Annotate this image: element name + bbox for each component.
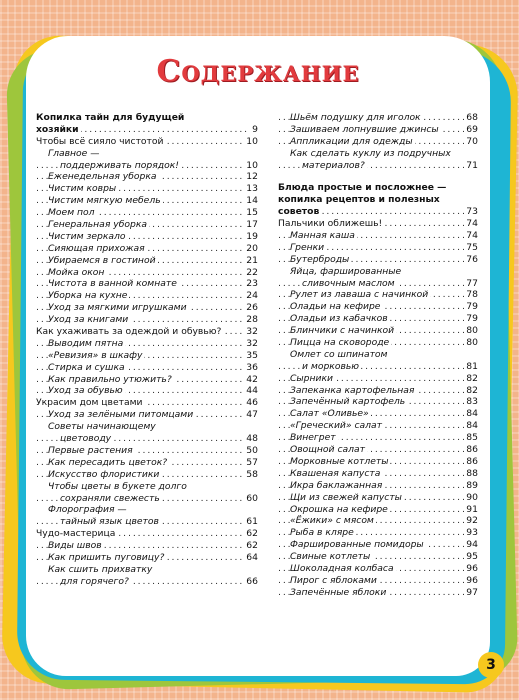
toc-entry-page: 10 bbox=[246, 135, 258, 147]
toc-entry-title: Омлет со шпинатом bbox=[290, 348, 388, 360]
toc-entry-title: Как правильно утюжить? bbox=[48, 373, 172, 385]
toc-entry-page: 28 bbox=[246, 314, 258, 326]
toc-entry-title: Свиные котлеты bbox=[290, 551, 371, 563]
toc-entry bbox=[36, 457, 258, 469]
toc-entry-page: 80 bbox=[466, 337, 478, 349]
toc-entry-page: 15 bbox=[246, 207, 258, 219]
toc-entry-page: 60 bbox=[246, 492, 258, 504]
toc-entry-page: 86 bbox=[466, 444, 478, 456]
toc-entry-title: сохраняли свежесть bbox=[60, 492, 160, 504]
toc-entry-title: Фаршированные помидоры bbox=[290, 539, 424, 551]
toc-entry-title: Украсим дом цветами bbox=[36, 397, 143, 409]
toc-entry bbox=[36, 148, 258, 172]
toc-entry bbox=[278, 385, 478, 397]
toc-entry-title: и морковью bbox=[302, 360, 360, 372]
toc-entry-page: 58 bbox=[246, 468, 258, 480]
toc-entry-title: Уход за книгами bbox=[48, 314, 129, 326]
toc-entry bbox=[278, 289, 478, 301]
toc-entry-title: «Ёжики» с мясом bbox=[290, 515, 374, 527]
toc-entry-title: Как ухаживать за одеждой и обувью? bbox=[36, 326, 222, 338]
toc-entry-title: Чистим зеркало bbox=[48, 230, 126, 242]
toc-entry bbox=[278, 136, 478, 148]
toc-entry-title: Сырники bbox=[290, 372, 333, 384]
toc-entry-page: 79 bbox=[466, 313, 478, 325]
toc-entry-title: Виды швов bbox=[48, 540, 102, 552]
toc-entry bbox=[278, 587, 478, 599]
toc-entry-title: Запечённые яблоки bbox=[290, 586, 387, 598]
toc-entry bbox=[36, 136, 258, 148]
toc-entry bbox=[278, 420, 478, 432]
toc-entry-title: Еженедельная уборка bbox=[48, 171, 157, 183]
toc-entry-page: 79 bbox=[466, 301, 478, 313]
toc-entry-title: Чтобы цветы в букете долго bbox=[48, 480, 187, 492]
toc-entry bbox=[36, 326, 258, 338]
toc-entry-page: 86 bbox=[466, 455, 478, 467]
toc-entry-page: 48 bbox=[246, 433, 258, 445]
toc-entry-title: «Греческий» салат bbox=[290, 420, 383, 432]
toc-entry bbox=[278, 242, 478, 254]
toc-entry-page: 12 bbox=[246, 171, 258, 183]
toc-entry-title: Икра баклажанная bbox=[290, 479, 383, 491]
toc-entry bbox=[36, 314, 258, 326]
toc-entry-title: Аппликации для одежды bbox=[290, 135, 413, 147]
toc-entry bbox=[36, 267, 258, 279]
toc-entry-page: 82 bbox=[466, 372, 478, 384]
toc-entry-page: 57 bbox=[246, 456, 258, 468]
toc-entry bbox=[36, 219, 258, 231]
toc-entry bbox=[36, 409, 258, 421]
toc-entry-title: Уход за зелёными питомцами bbox=[48, 409, 194, 421]
toc-entry-title: Окрошка на кефире bbox=[290, 503, 388, 515]
toc-entry-page: 81 bbox=[466, 360, 478, 372]
toc-entry-page: 24 bbox=[246, 290, 258, 302]
toc-entry-page: 75 bbox=[466, 241, 478, 253]
toc-entry bbox=[36, 481, 258, 505]
toc-entry-title: цветоводу bbox=[60, 433, 112, 445]
toc-entry-title: Советы начинающему bbox=[48, 421, 156, 433]
toc-entry-title: копилка рецептов и полезных bbox=[278, 194, 440, 206]
toc-entry-title: Копилка тайн для будущей bbox=[36, 112, 185, 123]
toc-entry-page: 13 bbox=[246, 183, 258, 195]
toc-entry bbox=[278, 373, 478, 385]
toc-entry-title: Блюда простые и посложнее — bbox=[278, 182, 447, 194]
toc-entry bbox=[36, 350, 258, 362]
toc-entry-title: Яйца, фаршированные bbox=[290, 265, 402, 277]
toc-entry-title: Бутерброды bbox=[290, 253, 350, 265]
toc-entry-page: 88 bbox=[466, 467, 478, 479]
toc-entry-title: Стирка и сушка bbox=[48, 361, 125, 373]
toc-entry bbox=[36, 243, 258, 255]
toc-entry bbox=[278, 396, 478, 408]
toc-entry-page: 97 bbox=[466, 586, 478, 598]
toc-entry-title: Салат «Оливье» bbox=[290, 408, 369, 420]
toc-card bbox=[26, 36, 490, 676]
toc-entry-page: 76 bbox=[466, 253, 478, 265]
toc-gap bbox=[278, 171, 478, 182]
toc-entry-title: Оладьи на кефире bbox=[290, 301, 381, 313]
toc-entry bbox=[36, 362, 258, 374]
toc-entry-title: Уход за мягкими игрушками bbox=[48, 302, 187, 314]
toc-entry bbox=[36, 195, 258, 207]
toc-entry-title: Чистота в ванной комнате bbox=[48, 278, 177, 290]
toc-entry bbox=[36, 504, 258, 528]
toc-entry bbox=[278, 432, 478, 444]
toc-entry bbox=[36, 207, 258, 219]
toc-entry bbox=[278, 230, 478, 242]
toc-entry-title: Овощной салат bbox=[290, 444, 365, 456]
toc-entry-page: 42 bbox=[246, 373, 258, 385]
toc-entry-title: Сияющая прихожая bbox=[48, 242, 145, 254]
toc-column-right bbox=[278, 112, 478, 599]
toc-entry bbox=[36, 231, 258, 243]
toc-entry-page: 23 bbox=[246, 278, 258, 290]
page-title: Содержание bbox=[156, 54, 360, 89]
toc-entry-page: 61 bbox=[246, 516, 258, 528]
toc-entry-title: «Ревизия» в шкафу bbox=[48, 349, 143, 361]
toc-entry-page: 19 bbox=[246, 230, 258, 242]
toc-entry bbox=[36, 374, 258, 386]
toc-entry-title: Запеканка картофельная bbox=[290, 384, 415, 396]
toc-entry-page: 89 bbox=[466, 479, 478, 491]
toc-entry-title: Чтобы всё сияло чистотой bbox=[36, 135, 164, 147]
toc-entry-title: Уборка на кухне bbox=[48, 290, 128, 302]
toc-entry bbox=[278, 539, 478, 551]
toc-entry-title: Шоколадная колбаса bbox=[290, 562, 394, 574]
toc-entry-title: Уход за обувью bbox=[48, 385, 123, 397]
toc-entry-page: 32 bbox=[246, 326, 258, 338]
toc-entry bbox=[36, 528, 258, 540]
toc-entry bbox=[278, 575, 478, 587]
toc-entry-title: Чудо-мастерица bbox=[36, 528, 116, 540]
toc-entry-title: Первые растения bbox=[48, 444, 133, 456]
toc-entry-title: Блинчики с начинкой bbox=[290, 325, 395, 337]
toc-entry-page: 47 bbox=[246, 409, 258, 421]
toc-entry bbox=[36, 445, 258, 457]
toc-entry-title: Гренки bbox=[290, 241, 325, 253]
toc-entry-page: 62 bbox=[246, 540, 258, 552]
toc-entry bbox=[278, 182, 478, 218]
toc-entry-page: 69 bbox=[466, 123, 478, 135]
toc-entry bbox=[278, 515, 478, 527]
toc-entry-page: 71 bbox=[466, 159, 478, 171]
toc-entry-page: 9 bbox=[252, 123, 258, 135]
toc-entry bbox=[278, 254, 478, 266]
toc-entry-title: Шьём подушку для иголок bbox=[290, 112, 421, 123]
toc-entry-page: 95 bbox=[466, 551, 478, 563]
toc-entry-page: 96 bbox=[466, 562, 478, 574]
toc-entry-title: хозяйки bbox=[36, 123, 79, 135]
toc-entry-title: Пирог с яблоками bbox=[290, 574, 377, 586]
toc-entry-page: 14 bbox=[246, 195, 258, 207]
toc-entry-page: 20 bbox=[246, 242, 258, 254]
toc-entry bbox=[278, 218, 478, 230]
toc-entry-page: 32 bbox=[246, 337, 258, 349]
toc-entry bbox=[278, 444, 478, 456]
toc-entry-title: Рыба в кляре bbox=[290, 527, 354, 539]
toc-entry-title: Морковные котлеты bbox=[290, 455, 389, 467]
toc-entry-title: для горячего? bbox=[60, 575, 129, 587]
toc-entry bbox=[36, 564, 258, 588]
toc-entry-title: Щи из свежей капусты bbox=[290, 491, 402, 503]
toc-entry bbox=[36, 338, 258, 350]
toc-entry-title: Убираемся в гостиной bbox=[48, 254, 156, 266]
toc-entry bbox=[278, 266, 478, 290]
toc-entry bbox=[278, 301, 478, 313]
toc-entry bbox=[36, 552, 258, 564]
toc-entry bbox=[36, 302, 258, 314]
toc-entry-page: 85 bbox=[466, 432, 478, 444]
page-number-badge: 3 bbox=[478, 652, 504, 678]
toc-entry bbox=[278, 337, 478, 349]
toc-entry-page: 96 bbox=[466, 574, 478, 586]
toc-entry-title: Чистим мягкую мебель bbox=[48, 195, 161, 207]
toc-entry-page: 73 bbox=[466, 206, 478, 218]
toc-entry-title: сливочным маслом bbox=[302, 277, 395, 289]
toc-entry bbox=[36, 290, 258, 302]
toc-entry-page: 46 bbox=[246, 397, 258, 409]
toc-entry bbox=[36, 112, 258, 136]
toc-entry-page: 22 bbox=[246, 266, 258, 278]
toc-entry-title: Флорография — bbox=[48, 504, 127, 516]
toc-entry-page: 17 bbox=[246, 219, 258, 231]
toc-entry-page: 80 bbox=[466, 325, 478, 337]
toc-entry-page: 68 bbox=[466, 112, 478, 123]
toc-entry-title: Генеральная уборка bbox=[48, 219, 147, 231]
toc-entry-page: 35 bbox=[246, 349, 258, 361]
toc-entry bbox=[278, 456, 478, 468]
toc-entry-title: Пальчики оближешь! bbox=[278, 218, 383, 230]
toc-entry-page: 44 bbox=[246, 385, 258, 397]
toc-entry-page: 66 bbox=[246, 575, 258, 587]
toc-entry-title: Как пришить пуговицу? bbox=[48, 551, 165, 563]
toc-entry-title: Выводим пятна bbox=[48, 337, 124, 349]
toc-entry bbox=[278, 148, 478, 172]
toc-entry-page: 36 bbox=[246, 361, 258, 373]
toc-entry bbox=[278, 313, 478, 325]
toc-entry-title: Мойка окон bbox=[48, 266, 105, 278]
toc-entry-title: Как пересадить цветок? bbox=[48, 456, 168, 468]
toc-entry bbox=[36, 385, 258, 397]
toc-entry bbox=[278, 468, 478, 480]
toc-entry-page: 10 bbox=[246, 159, 258, 171]
toc-entry-title: Манная каша bbox=[290, 230, 355, 242]
toc-entry-page: 78 bbox=[466, 289, 478, 301]
toc-entry-page: 26 bbox=[246, 302, 258, 314]
toc-entry-page: 74 bbox=[466, 230, 478, 242]
toc-entry-title: Пицца на сковороде bbox=[290, 337, 390, 349]
toc-entry-title: Запечённый картофель bbox=[290, 396, 406, 408]
toc-entry bbox=[278, 124, 478, 136]
toc-entry-title: Чистим ковры bbox=[48, 183, 117, 195]
toc-entry-title: поддерживать порядок! bbox=[60, 159, 179, 171]
toc-entry-page: 62 bbox=[246, 528, 258, 540]
toc-entry bbox=[278, 504, 478, 516]
toc-entry-page: 90 bbox=[466, 491, 478, 503]
toc-entry bbox=[36, 255, 258, 267]
toc-entry-title: Искусство флористики bbox=[48, 468, 160, 480]
toc-entry-page: 84 bbox=[466, 420, 478, 432]
toc-entry bbox=[36, 171, 258, 183]
toc-entry-page: 64 bbox=[246, 551, 258, 563]
toc-entry-title: тайный язык цветов bbox=[60, 516, 159, 528]
toc-entry bbox=[278, 408, 478, 420]
toc-entry bbox=[278, 563, 478, 575]
toc-entry-title: Рулет из лаваша с начинкой bbox=[290, 289, 429, 301]
toc-entry-title: Зашиваем лопнувшие джинсы bbox=[290, 123, 439, 135]
toc-entry bbox=[36, 278, 258, 290]
toc-entry bbox=[36, 183, 258, 195]
toc-entry-page: 84 bbox=[466, 408, 478, 420]
toc-entry-title: Как сшить прихватку bbox=[48, 563, 153, 575]
toc-entry-page: 77 bbox=[466, 277, 478, 289]
toc-entry-title: Как сделать куклу из подручных bbox=[290, 147, 451, 159]
toc-entry-page: 91 bbox=[466, 503, 478, 515]
toc-entry-title: Моем пол bbox=[48, 207, 95, 219]
toc-entry-page: 83 bbox=[466, 396, 478, 408]
toc-entry-page: 82 bbox=[466, 384, 478, 396]
toc-entry-page: 74 bbox=[466, 218, 478, 230]
toc-entry-page: 50 bbox=[246, 444, 258, 456]
toc-entry bbox=[278, 480, 478, 492]
toc-entry bbox=[36, 397, 258, 409]
toc-entry-page: 92 bbox=[466, 515, 478, 527]
toc-entry-page: 93 bbox=[466, 527, 478, 539]
toc-entry-page: 21 bbox=[246, 254, 258, 266]
toc-entry bbox=[278, 325, 478, 337]
toc-entry-title: материалов? bbox=[302, 159, 365, 171]
toc-entry bbox=[36, 469, 258, 481]
toc-entry-title: Квашеная капуста bbox=[290, 467, 381, 479]
toc-entry-title: советов bbox=[278, 206, 320, 218]
toc-entry-title: Главное — bbox=[48, 147, 100, 159]
toc-entry-title: Винегрет bbox=[290, 432, 336, 444]
toc-entry bbox=[36, 421, 258, 445]
toc-column-left bbox=[36, 112, 258, 588]
toc-entry-page: 70 bbox=[466, 135, 478, 147]
toc-entry bbox=[278, 492, 478, 504]
toc-entry bbox=[278, 349, 478, 373]
toc-entry-title: Оладьи из кабачков bbox=[290, 313, 388, 325]
toc-entry bbox=[278, 112, 478, 124]
toc-entry bbox=[278, 527, 478, 539]
toc-entry-page: 94 bbox=[466, 539, 478, 551]
toc-entry bbox=[278, 551, 478, 563]
toc-entry bbox=[36, 540, 258, 552]
